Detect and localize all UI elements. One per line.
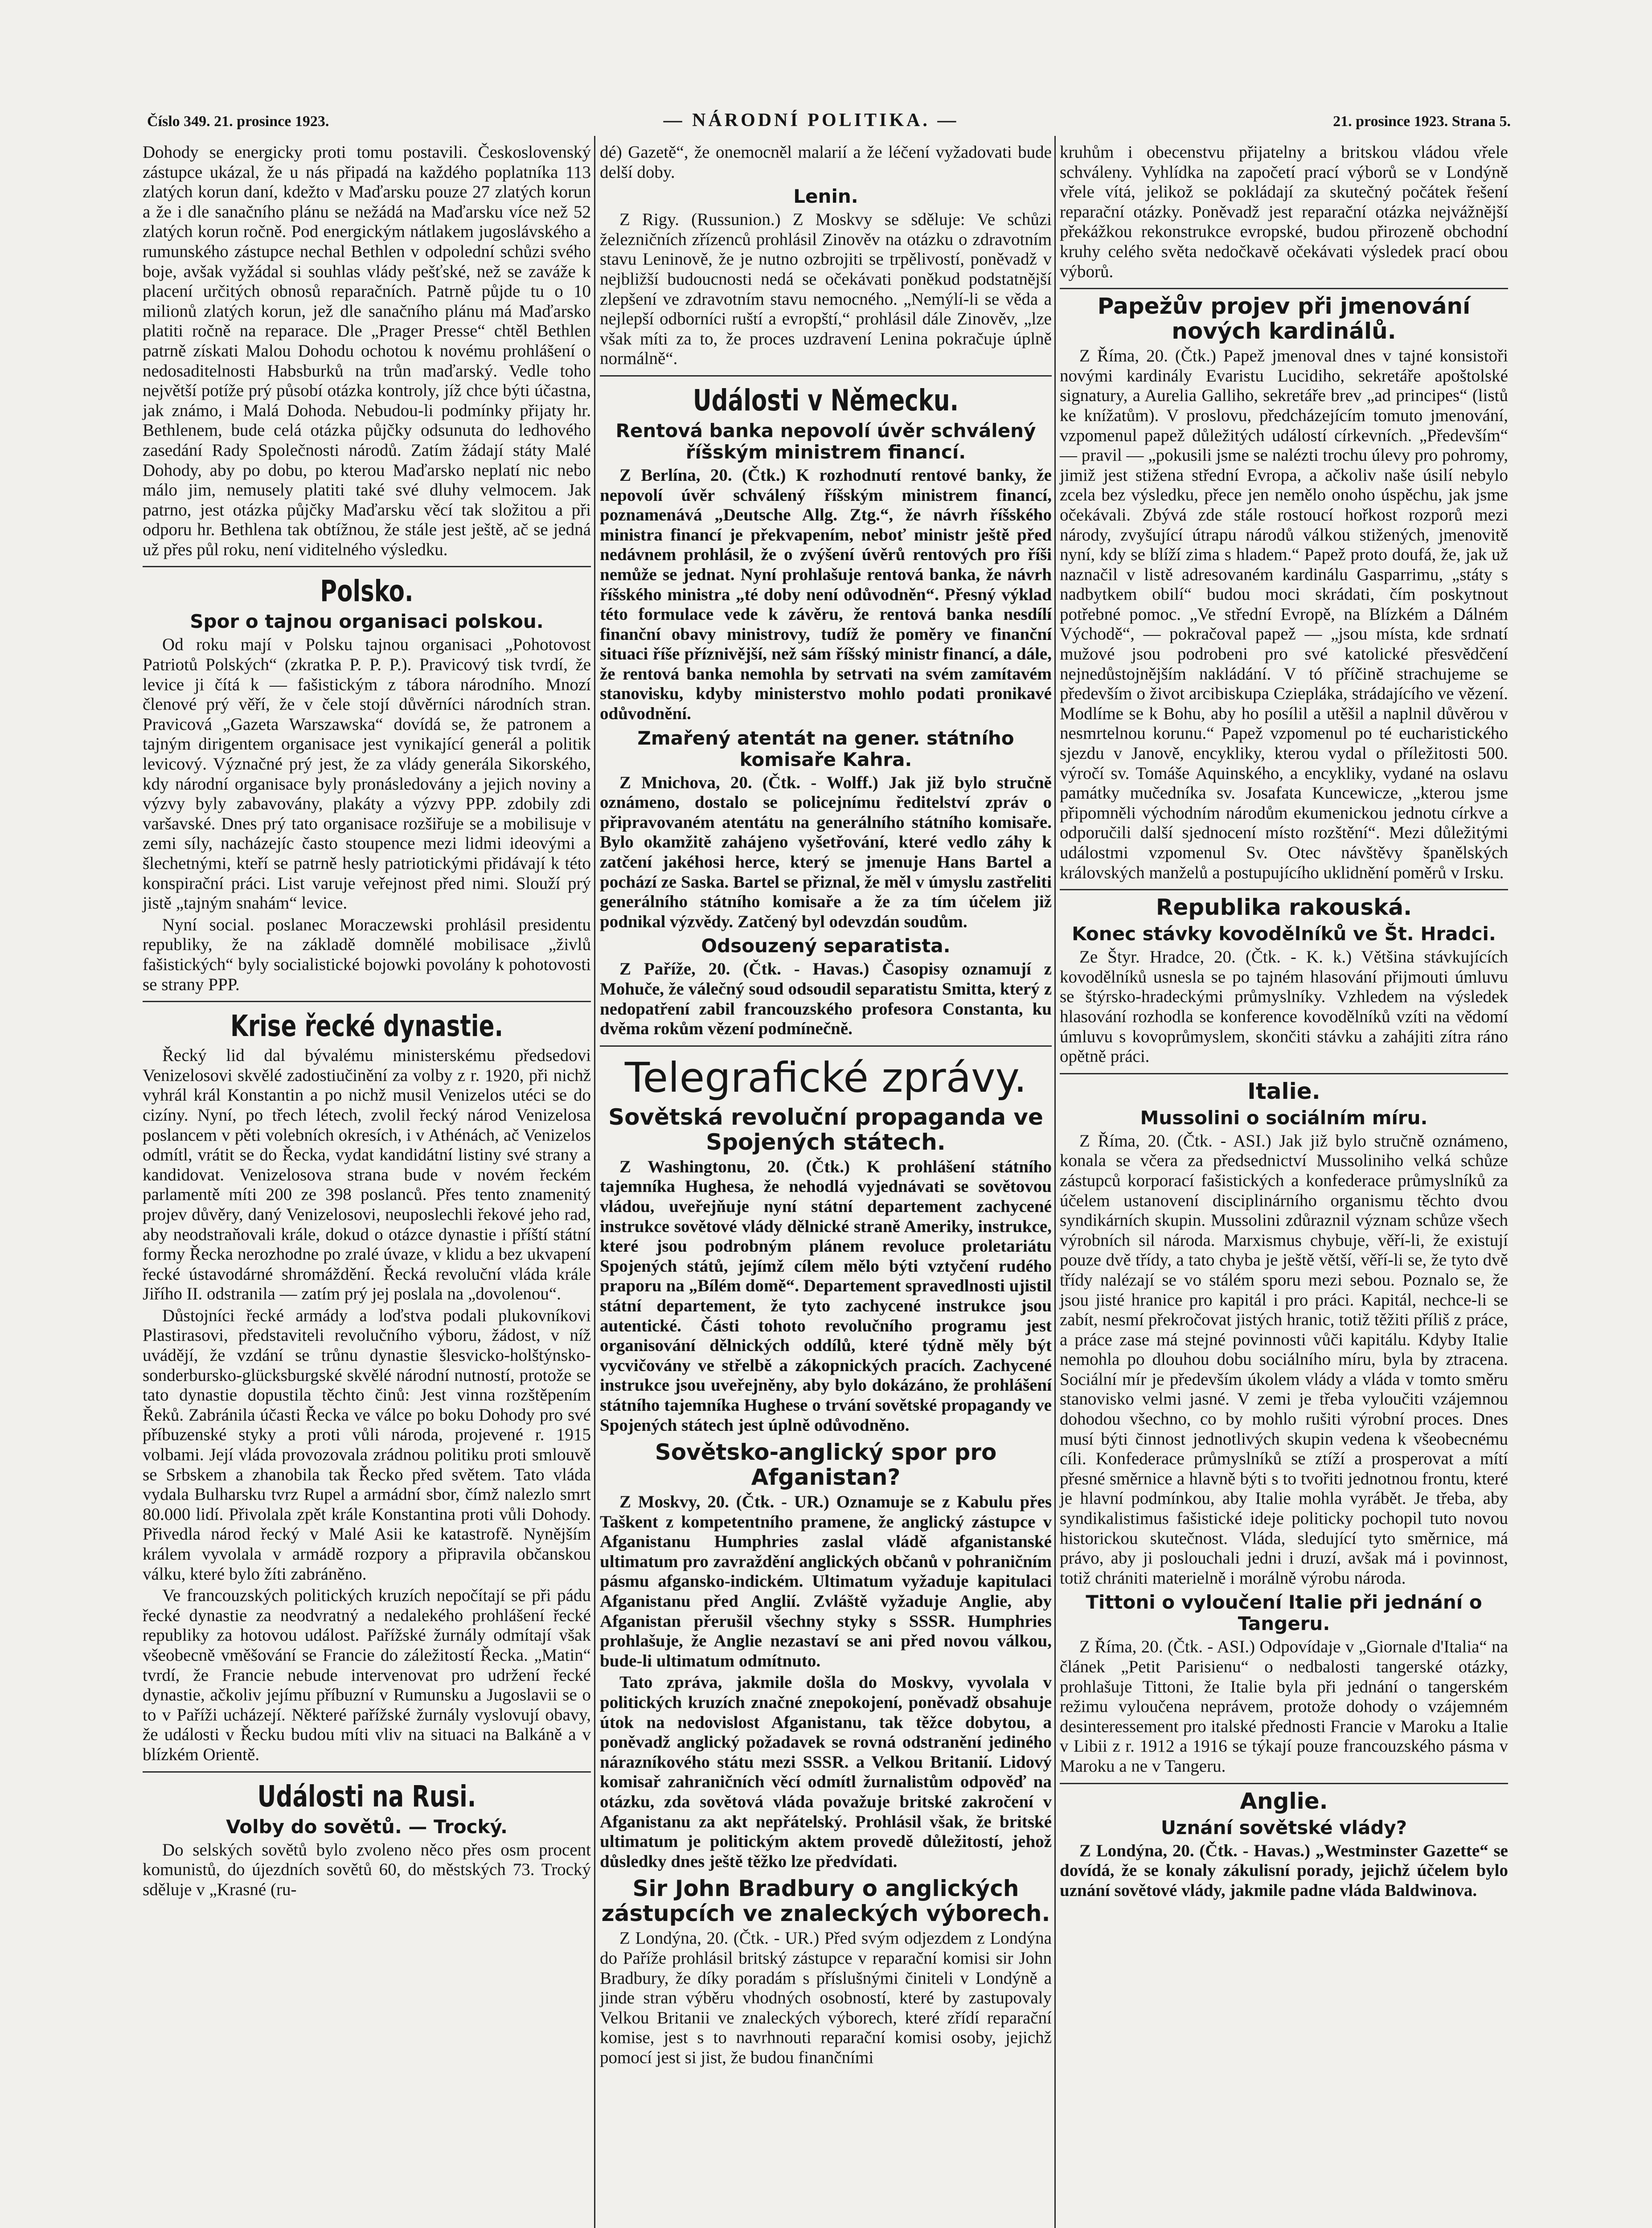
paragraph: Z Mnichova, 20. (Čtk. - Wolff.) Jak již bylo stručně oznámeno, dostalo se policejnímu ředitelství zpráv o připravovaném atentátu na generálního státního komisaře. Bylo okamžitě zahájeno vyšetřování, které vedlo záhy k zatčení jakéhosi herce, který se jmenuje Hans Bartel a pochází ze Saska. Bartel se přiznal, že měl v úmyslu zastřeliti generálního státního komisaře a že za tím účelem již podnikal výzvědy. Zatčený byl odevzdán soudům. [600, 773, 1052, 931]
section-rule [1060, 1073, 1508, 1074]
paragraph: Řecký lid dal bývalému ministerskému předsedovi Venizelosovi skvělé zadostiučinění za volby z r. 1920, při nichž vyhrál král Konstantin a po nichž musil Venizelos utéci se do cizíny. Nyní, po třech létech, zvolil řecký národ Venizelosa poslancem v pěti volebních okresích, i v Athénách, ač Venizelos odmítl, vrátit se do Řecka, vydat kandidátní listiny své strany a kandidovat. Venizelosova strana bude v novém řeckém parlamentě míti 200 ze 398 poslanců. Přes tento znamenitý projev důvěry, daný Venizelosovi, neuposlechli řekové jeho rad, aby neodstraňovali krále, dokud o otázce dynastie i příští státní formy Řecka nerozhodne po zralé úvaze, v klidu a bez ukvapení řecké ústavodárné shromáždění. Řecká revoluční vláda krále Jiřího II. odstranila — zatím prý jej poslala na „dovolenou“. [143, 1046, 591, 1304]
article-title: Konec stávky kovodělníků ve Št. Hradci. [1072, 923, 1496, 945]
masthead-title: — NÁRODNÍ POLITIKA. — [663, 110, 959, 131]
section-title-rusi: Události na Rusi. [257, 1779, 476, 1814]
section-title-rakousko: Republika rakouská. [1156, 894, 1412, 921]
article-title: Sir John Bradbury o anglických zástupcích ve znaleckých výborech. [601, 1876, 1050, 1927]
paragraph: Dohody se energicky proti tomu postavili. Československý zástupce ukázal, že u nás připadá na každého poplatníka 113 zlatých korun daní, kdežto v Maďarsku pouze 27 zlatých korun a že i dle sanačního plánu se nežádá na Maďarsku více než 52 zlatých korun ročně. Pod energickým nátlakem jugoslávského a rumunského zástupce nechal Bethlen v odpolední schůzi svého boje, avšak vyžádal si souhlas vlády pešťské, než se zaváže k placení určitých obnosů reparačních. Patrně půjde tu o 10 milionů zlatých korun, jež dle sanačního plánu má Maďarsko platiti ročně na reparace. Dle „Prager Presse“ chtěl Bethlen patrně získati Malou Dohodu ochotou k novému prohlášení o nedosaditelnosti Habsburků na trůn maďarský. Vedle toho největší potíže prý působí otázka kontroly, jíž chce býti účastna, jak známo, i Malá Dohoda. Nebudou-li podmínky přijaty hr. Bethlenem, bude celá otázka půjčky odsunuta do ledhového zasedání Rady Společnosti národů. Zatím žádají státy Malé Dohody, aby po dobu, po kterou Maďarsko neplatí nic nebo málo jim, nemusely platiti také své dluhy velmocem. Jak patrno, jest otázka půjčky Maďarsku věcí tak složitou a při odporu hr. Bethlena tak obtížnou, že stále jest ještě, ač se jedná už přes půl roku, není viditelného výsledku. [143, 143, 591, 559]
section-rule [1060, 288, 1508, 289]
section-title-polsko: Polsko. [320, 574, 414, 609]
paragraph: Z Washingtonu, 20. (Čtk.) K prohlášení státního tajemníka Hughesa, že nehodlá vyjednávati se sovětovou vládou, uveřejňuje nyní státní departement zachycené instrukce sovětové vlády dělnické straně Ameriky, instrukce, které jsou podrobným plánem revoluce proletariátu Spojených států, jejímž cílem mělo býti vztyčení rudého praporu na „Bílém domě“. Departement spravedlnosti ujistil státní departement, že tyto zachycené instrukce jsou autentické. Části tohoto revolučního programu jest organisování dělnických oddílů, které týdně měly být vycvičovány ve střelbě a zákopnických pracích. Zachycené instrukce jsou uveřejněny, aby bylo dokázáno, že prohlášení státního tajemníka Hughese o trvání sovětské propagandy ve Spojených státech jest úplně odůvodněno. [600, 1157, 1052, 1435]
section-title-italie: Italie. [1247, 1078, 1320, 1104]
paragraph: Ve francouzských politických kruzích nepočítají se při pádu řecké dynastie za neodvratný a nedalekého prohlášení řecké republiky za hotovou událost. Pařížské žurnály odmítají však všeobecně vměšování se Francie do záležitostí Řecka. „Matin“ tvrdí, že Francie nebude intervenovat pro udržení řecké dynastie, ačkoliv jejímu příbuzní v Rumunsku a Jugoslavii se o to v Paříži ucházejí. Některé pařížské žurnály vyslovují obavy, že události v Řecku budou míti vliv na situaci na Balkáně a v blízkém Orientě. [143, 1586, 591, 1764]
column-3 [1060, 143, 1508, 1902]
paragraph: Z Berlína, 20. (Čtk.) K rozhodnutí rentové banky, že nepovolí úvěr schválený říšským ministrem financí, poznamenává „Deutsche Allg. Ztg.“, že návrh říšského ministra financí je překvapením, neboť ministr ještě před nedávnem prohlásil, že o zvýšení úvěrů rentových pro říši nemůže se jednat. Nyní prohlašuje rentová banka, že návrh říšského ministra „té doby není odůvodněn“. Přesný výklad této formulace vede k závěru, že rentová banka nesdílí finanční obavy ministrovy, tudíž že poměry ve finanční situaci říše příznivější, než sám říšský ministr financí, a dále, že rentová banka nemohla by setrvati na svém zamítavém stanovisku, kdyby ministerstvo mohlo podati pronikavé odůvodnění. [600, 465, 1052, 724]
section-title-anglie: Anglie. [1240, 1788, 1328, 1814]
article-continuation [143, 143, 591, 560]
article-title: Spor o tajnou organisaci polskou. [190, 610, 544, 633]
article-title: Lenin. [793, 185, 858, 208]
article-title: Papežův projev při jmenování nových kardinálů. [1097, 293, 1471, 344]
paragraph: kruhům i obecenstvu přijatelny a britskou vládou vřele schváleny. Vyhlídka na započetí prací výborů se v Londýně vřele vítá, jelikož se pokládají za skutečný počátek řešení reparační otázky. Poněvadž jest reparační otázka nejvážnější překážkou rekonstrukce evropské, budou přirozeně obchodní kruhy celého světa nedočkavě očekávati výsledek prací obou výborů. [1060, 143, 1508, 281]
section-title-krise: Krise řecké dynastie. [230, 1009, 504, 1044]
issue-number-date: Číslo 349. 21. prosince 1923. [147, 113, 329, 130]
section-rule [600, 375, 1052, 377]
section-rule [143, 1771, 591, 1773]
section-rule [1060, 1783, 1508, 1784]
paragraph: Ze Štyr. Hradce, 20. (Čtk. - K. k.) Většina stávkujících kovodělníků usnesla se po tajném hlasování přijmouti úmluvu se štýrsko-hradeckými průmyslníky. Vzhledem na výsledek hlasování rozhodla se konference kovodělníků vzíti na vědomí úmluvu s kovoprůmyslem, skončiti stávku a zahájiti zítra ráno opětně práci. [1060, 947, 1508, 1066]
article-title: Sovětská revoluční propaganda ve Spojených státech. [608, 1104, 1043, 1155]
column-2 [600, 143, 1052, 2070]
paragraph: Z Moskvy, 20. (Čtk. - UR.) Oznamuje se z Kabulu přes Taškent z kompetentního pramene, že anglický zástupce v Afganistanu Humphries zaslal vládě afganistanské ultimatum pro zavraždění anglických občanů v pohraničním pásmu afgansko-indickém. Ultimatum vyžaduje kapitulaci Afganistanu před Anglií. Zvláště vyžaduje Anglie, aby Afganistan přerušil všechny styky s SSSR. Humphries prohlašuje, že Anglie nezastaví se ani před novou válkou, bude-li ultimatum odmítnuto. [600, 1492, 1052, 1671]
paragraph: Důstojníci řecké armády a loďstva podali plukovníkovi Plastirasovi, představiteli revolučního výboru, žádost, v níž uvádějí, že vzdání se trůnu dynastie šlesvicko-holštýnsko-sonderbursko-glücksburgské skvělé národní nutností, protože se tato dynastie dopustila těchto činů: Jest vinna rozštěpením Řeků. Zabránila účasti Řecka ve válce po boku Dohody pro své příbuzenské styky a proti vůli národa, projevené r. 1915 volbami. Její vláda provozovala zrádnou politiku proti smlouvě se Srbskem a zhanobila tak Řecko před světem. Tato vláda vydala Bulharsku tvrz Rupel a armádní sbor, čímž nalezlo smrt 80.000 lidí. Přivolala zpět krále Konstantina proti vůli Dohody. Přivedla národ řecký v Malé Asii ke katastrofě. Nynějším králem vyvolala v armádě rozpory a připravila občanskou válku, které bylo žíti zabráněno. [143, 1306, 591, 1584]
section-rule [143, 1001, 591, 1002]
article-title: Zmařený atentát na gener. státního komisaře Kahra. [637, 727, 1014, 770]
column-divider [1054, 136, 1056, 2228]
section-rule [143, 566, 591, 567]
paragraph: Z Říma, 20. (Čtk. - ASI.) Odpovídaje v „Giornale d'Italia“ na článek „Petit Parisienu“ o nedbalosti tangerské otázky, prohlašuje Tittoni, že Italie byla při jednání o tangerském režimu vyloučena neprávem, protože dohody o vzájemném desinteressement pro italské přednosti Francie v Maroku a Italie v Libii z r. 1912 a 1916 se týkají pouze francouzského pásma v Maroku a ne v Tangeru. [1060, 1637, 1508, 1776]
article-title: Sovětsko-anglický spor pro Afganistan? [655, 1439, 997, 1491]
article-title: Uznání sovětské vlády? [1160, 1816, 1407, 1839]
article-title: Tittoni o vyloučení Italie při jednání o Tangeru. [1086, 1591, 1482, 1635]
article-title: Volby do sovětů. — Trocký. [226, 1815, 508, 1838]
paragraph: Od roku mají v Polsku tajnou organisaci „Pohotovost Patriotů Polských“ (zkratka P. P. P.). Pravicový tisk tvrdí, že levice ji čítá k — fašistickým z tábora národního. Mnozí členové prý věří, že v čele stojí důvěrníci národních stran. Pravicová „Gazeta Warszawska“ dovídá se, že patronem a tajným dirigentem organisace jest vynikající generál a politik levicový. Význačné prý jest, že za vlády generála Sikorského, kdy národní organisace byly pronásledovány a jejich noviny a výzvy byly zabavovány, plakáty a výzvy PPP. zdobily zdi varšavské. Dnes prý tato organisace rozšiřuje se a mobilisuje v zemi síly, nacházejíc často stoupence mezi lidmi ideovými a šlechetnými, kteří se patrně hesly patriotickými přidávají k této konspirační práci. List varuje veřejnost před nimi. Slouží prý jistě „tajným snahám“ levice. [143, 635, 591, 913]
paragraph: Z Rigy. (Russunion.) Z Moskvy se sděluje: Ve schůzi železničních zřízenců prohlásil Zinověv na otázku o zdravotním stavu Leninově, že je nutno ozbrojiti se trpělivostí, poněvadž v nejbližší budoucnosti nedá se očekávati poněkud podstatnější zlepšení ve zdravotním stavu nemocného. „Nemýlí-li se věda a nejlepší odborníci ruští a evropští,“ prohlásil dále Zinověv, „lze však míti za to, že proces uzdravení Lenina pokračuje úplně normálně“. [600, 210, 1052, 369]
paragraph: Nyní social. poslanec Moraczewski prohlásil presidentu republiky, že na základě domnělé mobilisace „živlů fašistických“ byly socialistické bojowki povolány k pohotovosti se strany PPP. [143, 915, 591, 994]
paragraph: Tato zpráva, jakmile došla do Moskvy, vyvolala v politických kruzích značné znepokojení, poněvadž obsahuje útok na nedovislost Afganistanu, tak těžce dobytou, a poněvadž anglický požadavek se rovná odstranění jediného nárazníkového státu mezi SSSR. a Velkou Britanií. Lidový komisař zahraničních věcí odmítl žurnalistům odpověď na otázku, zda sovětová vláda považuje britské zakročení v Afganistanu za akt nepřátelský. Prohlásil však, že britské ultimatum je politickým aktem provedě důležitostí, jehož důsledky dnes ještě těžko lze předvídati. [600, 1673, 1052, 1871]
paragraph: Z Londýna, 20. (Čtk. - UR.) Před svým odjezdem z Londýna do Paříže prohlásil britský zástupce v reparační komisi sir John Bradbury, že díky poradám s příslušnými činiteli v Londýně a jinde stran výběru vhodných osobností, které by zastupovaly Velkou Britanii ve znaleckých výborech, které zřídí reparační komise, jest s to navrhnouti reparační komisi osoby, jejichž pomocí jest si jist, že budou finančními [600, 1929, 1052, 2067]
paragraph: Do selských sovětů bylo zvoleno něco přes osm procent komunistů, do újezdních sovětů 60, do městských 73. Trocký sděluje v „Krasné (ru- [143, 1840, 591, 1899]
page-header [129, 110, 1511, 136]
paragraph: Z Říma, 20. (Čtk.) Papež jmenoval dnes v tajné konsistoři novými kardinály Evaristu Lucidiho, sekretáře apoštolské signatury, a Aurelia Galliho, sekretáře brev „ad principes“ (listů ke knížatům). V proslovu, předcházejícím tomuto jmenování, vzpomenul papež důležitých událostí církevních. „Především“ — pravil — „pokusili jsme se nalézti trochu úlevy pro pohromy, jimiž jest stižena střední Evropa, a ačkoliv naše úsilí nebylo zcela bez výsledku, přece jen nemělo onoho úspěchu, jak jsme očekávali. Zbývá zde stále rostoucí hořkost rozporů mezi národy, zvyšující útrapu národů válkou stižených, jmenovitě nyní, kdy se blíží zima s hladem.“ Papež proto doufá, že, jak už naznačil v listě adresovaném kardinálu Gasparrimu, „státy s nadbytkem obilí“ budou moci skrádati, čím poskytnout potřebné pomoc. „Ve střední Evropě, na Blízkém a Dálném Východě“, — pokračoval papež — „jsou místa, kde srdnatí mužové jsou podrobeni pro své katolické přesvědčení nejnedůstojnějším nakládání. V tó příčině strachujeme se především o život arcibiskupa Cziepláka, strádajícího ve vězení. Modlíme se k Bohu, aby ho posílil a utěšil a naplnil důvěrou v nesmrtelnou korunu.“ Papež vzpomenul po té eucharistického sjezdu v Janově, encykliky, kterou vydal o příležitosti 500. výročí sv. Tomáše Aquinského, a encykliky, vydané na oslavu památky mučedníka sv. Josafata Kuncewicze, „kterou jsme připomněli východním národům ekumenickou jednotu církve a odporučili další sjednocení místo rozštění“. Mezi důležitými událostmi vzpomenul Sv. Otec návštěvy španělských královských manželů a postupujícího uklidnění poměrů v Irsku. [1060, 346, 1508, 882]
section-rule [1060, 889, 1508, 890]
article-title: Mussolini o sociálním míru. [1140, 1106, 1428, 1129]
paragraph: dé) Gazetě“, že onemocněl malarií a že léčení vyžadovati bude delší doby. [600, 143, 1052, 182]
section-title-nemecko: Události v Německu. [693, 383, 959, 418]
section-title-telegraph: Telegrafické zprávy. [624, 1053, 1027, 1102]
paragraph: Z Paříže, 20. (Čtk. - Havas.) Časopisy oznamují z Mohuče, že válečný soud odsoudil separatistu Smitta, který z nedopatření zabil francouzského profesora Constanta, ku dvěma rokům vězení podmínečně. [600, 959, 1052, 1039]
date-page-number: 21. prosince 1923. Strana 5. [1333, 113, 1511, 130]
column-divider [594, 136, 595, 2228]
article-title: Odsouzený separatista. [701, 935, 951, 957]
paragraph: Z Říma, 20. (Čtk. - ASI.) Jak již bylo stručně oznámeno, konala se včera za předsednictví Mussoliniho velká schůze zástupců korporací fašistických a konfederace průmyslníků za účelem ustanovení disciplinárního organismu těchto dvou syndikárních skupin. Mussolini zdůraznil význam schůze všech výrobních sil národa. Marxismus chybuje, věří-li, že existují pouze dvě třídy, a tato chyba je ještě větší, věří-li se, že tyto dvě třídy nalézají se vo stálém sporu mezi sebou. Poznalo se, že jsou jisté hranice pro kapitál i pro práci. Kapitál, nechce-li se zabít, nesmí překročovat jistých hranic, totiž těžiti příliš z práce, a práce zase má stejné povinnosti vůči kapitálu. Kdyby Italie nemohla po dlouhou dobu sociálního míru, byla by ztracena. Sociální mír je především úkolem vlády a vláda v tomto směru stanovisko velmi jasné. V zemi je třeba vyloučiti vzájemnou dohodou všechno, co by mohlo rušiti výrobní proces. Dnes musí býti činnost jednotlivých skupin vedena k všeobecnému cíli. Konfederace průmyslníků se ztíží a prosperovat a mítí přesné směrnice a hlavně býti s to tvořiti jednotnou frontu, které je hlavní podmínkou, aby Italie mohla vyrábět. Je třeba, aby syndikalistimus fašistické ideje politicky pochopil tuto novou historickou skutečnost. Vláda, sledující tyto směrnice, má právo, aby ji poslouchali jedni i druzí, avšak má i povinnost, totiž chrániti materielně i morálně výrobu národa. [1060, 1131, 1508, 1588]
article-title: Rentová banka nepovolí úvěr schválený říšským ministrem financí. [615, 419, 1036, 463]
paragraph: Z Londýna, 20. (Čtk. - Havas.) „Westminster Gazette“ se dovídá, že se konaly zákulisní porady, jejichž účelem bylo uznání sovětové vlády, jakmile padne vláda Baldwinova. [1060, 1841, 1508, 1900]
section-rule [600, 1045, 1052, 1047]
column-1 [143, 143, 591, 1901]
